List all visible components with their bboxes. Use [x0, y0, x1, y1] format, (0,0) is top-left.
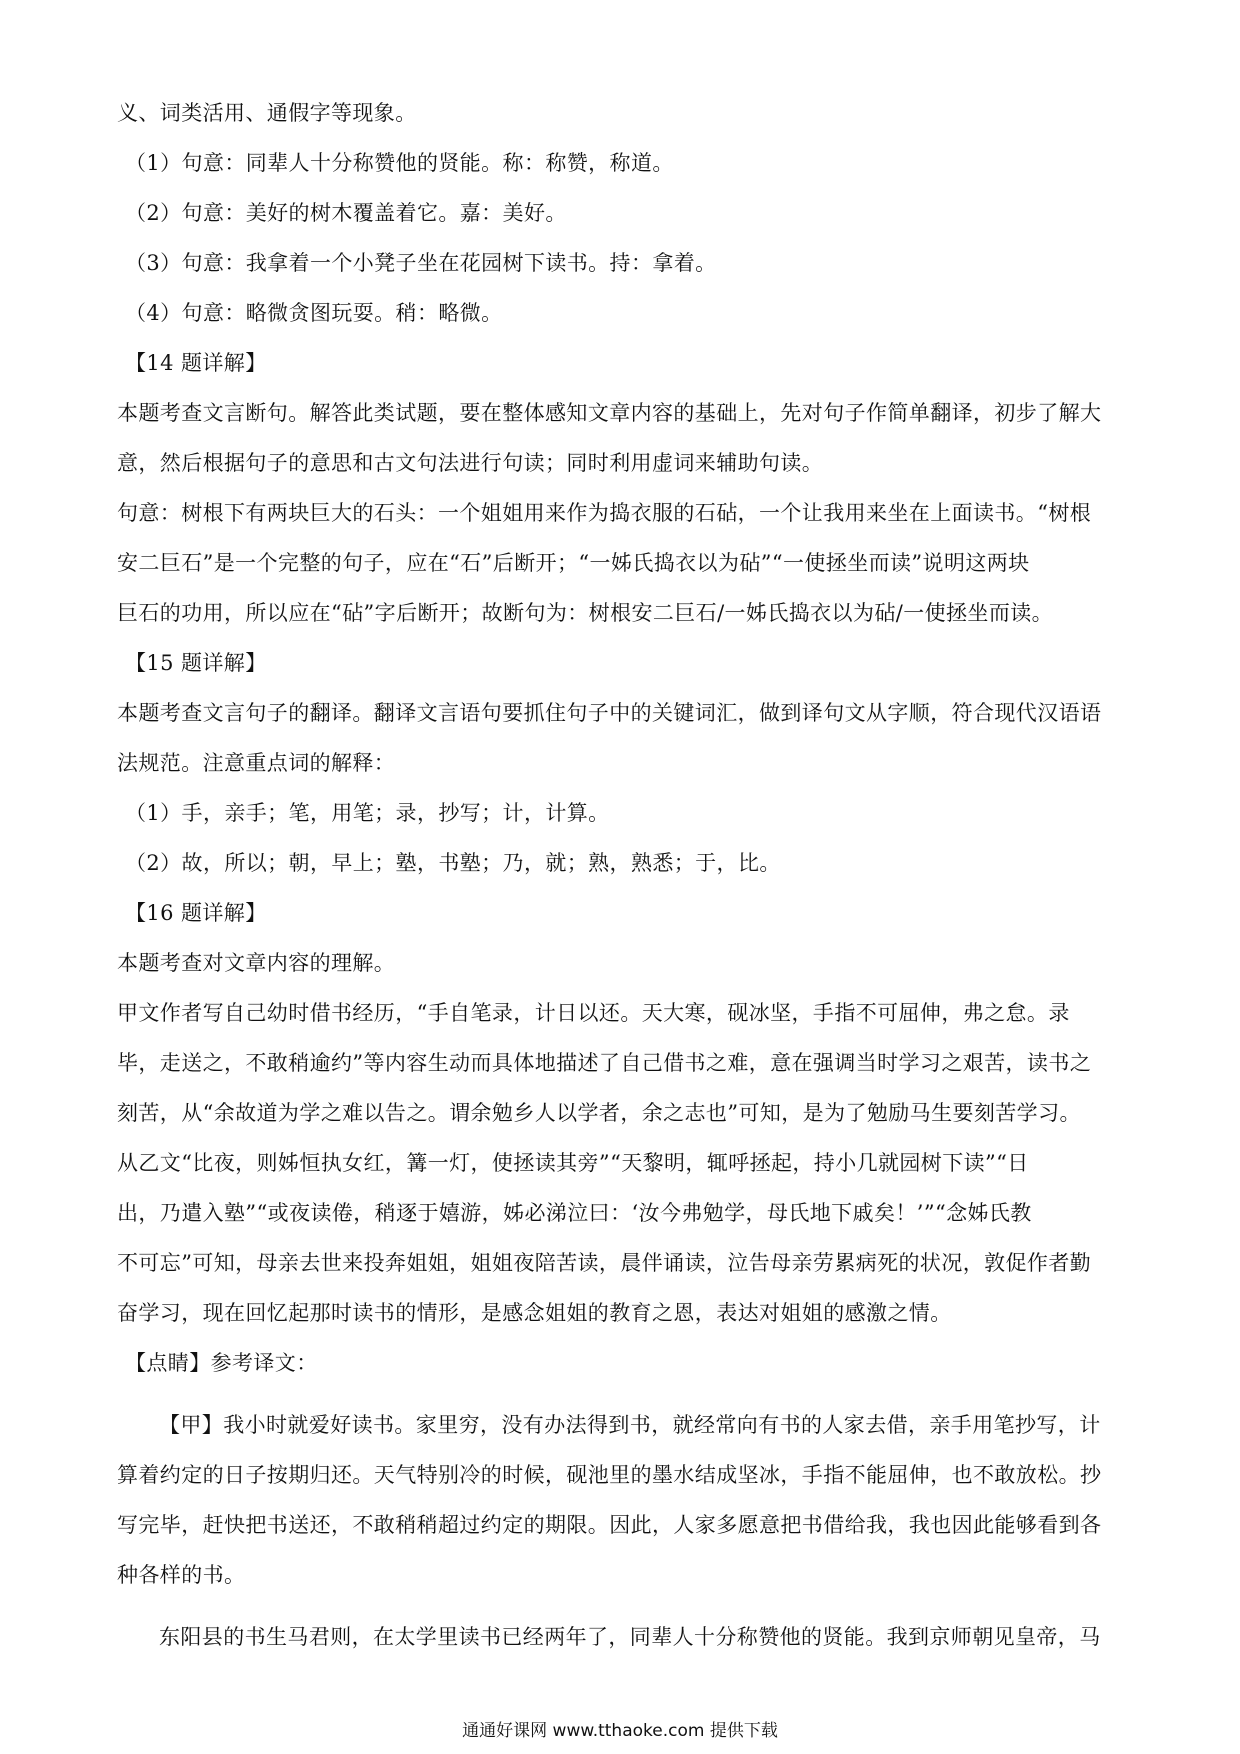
translation-paragraph-start: 东阳县的书生马君则，在太学里读书已经两年了，同辈人十分称赞他的贤能。我到京师朝见皇帝，马: [159, 1625, 1101, 1649]
paragraph-gap: [117, 1600, 1127, 1612]
paragraph-gap: [117, 1388, 1127, 1400]
section-heading-14: 【14 题详解】: [125, 351, 267, 375]
text-line: 写完毕，赶快把书送还，不敢稍稍超过约定的期限。因此，人家多愿意把书借给我，我也因此能够看到各: [117, 1513, 1102, 1537]
text-line: 本题考查文言句子的翻译。翻译文言语句要抓住句子中的关键词汇，做到译句文从字顺，符合现代汉语语: [117, 701, 1102, 725]
text-line: 算着约定的日子按期归还。天气特别冷的时候，砚池里的墨水结成坚冰，手指不能屈伸，也不敢放松。抄: [117, 1463, 1102, 1487]
section-heading-16: 【16 题详解】: [125, 901, 267, 925]
text-line: 本题考查对文章内容的理解。: [117, 951, 396, 975]
answer-item-3: （3）句意：我拿着一个小凳子坐在花园树下读书。持：拿着。: [125, 251, 717, 275]
text-line: 奋学习，现在回忆起那时读书的情形，是感念姐姐的教育之恩，表达对姐姐的感激之情。: [117, 1301, 952, 1325]
page-footer: 通通好课网 www.tthaoke.com 提供下载: [462, 1721, 778, 1741]
section-heading-15: 【15 题详解】: [125, 651, 267, 675]
answer-item-1: （1）手，亲手；笔，用笔；录，抄写；计，计算。: [125, 801, 610, 825]
text-line: 出，乃遣入塾”“或夜读倦，稍逐于嬉游，姊必涕泣曰：‘汝今弗勉学，母氏地下戚矣！’”“念姊氏教: [117, 1201, 1032, 1225]
text-line: 巨石的功用，所以应在“砧”字后断开；故断句为：树根安二巨石/一姊氏捣衣以为砧/一使拯坐而读。: [117, 601, 1054, 625]
text-line: 法规范。注意重点词的解释：: [117, 751, 396, 775]
answer-item-1: （1）句意：同辈人十分称赞他的贤能。称：称赞，称道。: [125, 151, 674, 175]
answer-item-4: （4）句意：略微贪图玩耍。稍：略微。: [125, 301, 503, 325]
text-line: 义、词类活用、通假字等现象。: [117, 101, 417, 125]
text-line: 从乙文“比夜，则姊恒执女红，篝一灯，使拯读其旁”“天黎明，辄呼拯起，持小几就园树下读”“日: [117, 1151, 1029, 1175]
text-line: 种各样的书。: [117, 1563, 246, 1587]
text-line: 安二巨石”是一个完整的句子，应在“石”后断开；“一姊氏捣衣以为砧”“一使拯坐而读”说明这两块: [117, 551, 1030, 575]
text-line: 甲文作者写自己幼时借书经历，“手自笔录，计日以还。天大寒，砚冰坚，手指不可屈伸，弗之怠。录: [117, 1001, 1070, 1025]
text-line: 句意：树根下有两块巨大的石头：一个姐姐用来作为捣衣服的石砧，一个让我用来坐在上面读书。“树根: [117, 501, 1092, 525]
document-body: [117, 88, 1127, 1662]
text-line: 毕，走送之，不敢稍逾约”等内容生动而具体地描述了自己借书之难，意在强调当时学习之艰苦，读书之: [117, 1051, 1092, 1075]
answer-item-2: （2）故，所以；朝，早上；塾，书塾；乃，就；熟，熟悉；于，比。: [125, 851, 781, 875]
answer-item-2: （2）句意：美好的树木覆盖着它。嘉：美好。: [125, 201, 567, 225]
text-line: 刻苦，从“余故道为学之难以告之。谓余勉乡人以学者，余之志也”可知，是为了勉励马生要刻苦学习。: [117, 1101, 1081, 1125]
section-heading-notes: 【点睛】参考译文：: [125, 1351, 318, 1375]
text-line: 意，然后根据句子的意思和古文句法进行句读；同时利用虚词来辅助句读。: [117, 451, 824, 475]
translation-paragraph-start: 【甲】我小时就爱好读书。家里穷，没有办法得到书，就经常向有书的人家去借，亲手用笔抄写，计: [159, 1413, 1101, 1437]
text-line: 不可忘”可知，母亲去世来投奔姐姐，姐姐夜陪苦读，晨伴诵读，泣告母亲劳累病死的状况，敦促作者勤: [117, 1251, 1092, 1275]
text-line: 本题考查文言断句。解答此类试题，要在整体感知文章内容的基础上，先对句子作简单翻译，初步了解大: [117, 401, 1102, 425]
